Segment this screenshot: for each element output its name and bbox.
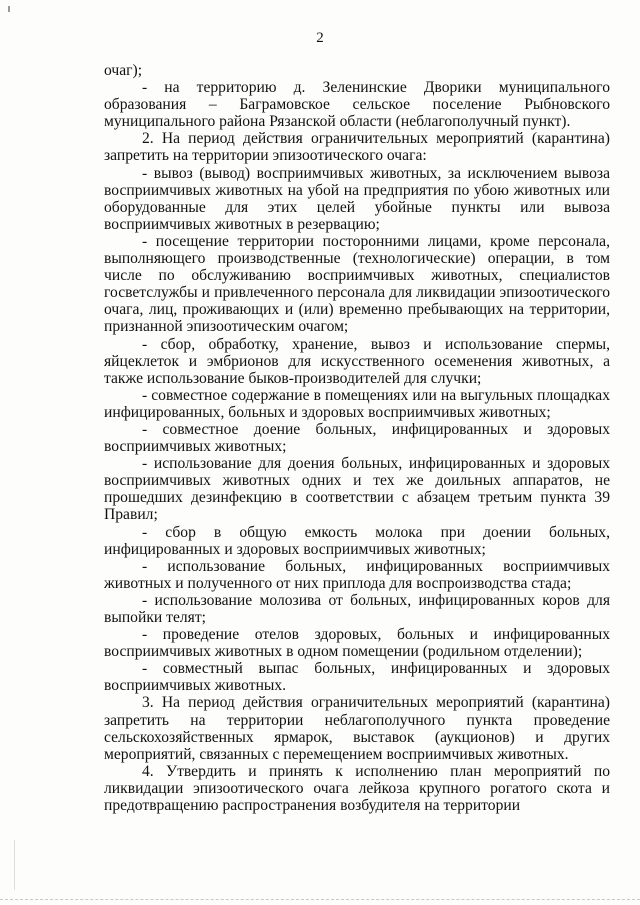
scan-artifact-dashes [0,899,640,901]
paragraph-3: 2. На период действия ограничительных мероприятий (карантина) запретить на территории эпизоотического очага: [104,130,610,165]
scan-artifact-mark [8,6,10,12]
paragraph-11: - использование больных, инфицированных восприимчивых животных и полученного от них приплода для воспроизводства стада; [104,557,610,592]
paragraph-1: очаг); [104,62,143,79]
paragraph-16: 4. Утвердить и принять к исполнению план мероприятий по ликвидации эпизоотического очага лейкоза крупного рогатого скота и предотвращению распространения возбудителя на территории [104,762,610,815]
paragraph-5: - посещение территории посторонними лицами, кроме персонала, выполняющего производственные (технологические) операции, в том числе по обслуживанию восприимчивых животных, специалистов госветслужбы и привлеченного персонала для ликвидации эпизоотического очага, лиц, проживающих и (или) временно пребывающих на территории, признанной эпизоотическим очагом; [104,232,610,336]
paragraph-9: - использование для доения больных, инфицированных и здоровых восприимчивых животных одних и тех же доильных аппаратов, не прошедших дезинфекцию в соответствии с абзацем третьим пункта 39 Правил; [104,455,610,524]
paragraph-6: - сбор, обработку, хранение, вывоз и использование спермы, яйцеклеток и эмбрионов для искусственного осеменения животных, а также использование быков-производителей для случки; [104,335,610,387]
document-body [104,62,610,814]
scan-artifact-edge [14,840,15,890]
paragraph-4: - вывоз (вывод) восприимчивых животных, за исключением вывоза восприимчивых животных на убой на предприятия по убою животных или оборудованные для этих целей убойные пункты или вывоза восприимчивых животных в резервацию; [104,164,610,233]
paragraph-8: - совместное доение больных, инфицированных и здоровых восприимчивых животных; [104,420,610,456]
paragraph-13: - проведение отелов здоровых, больных и инфицированных восприимчивых животных в одном помещении (родильном отделении); [104,626,610,661]
paragraph-15: 3. На период действия ограничительных мероприятий (карантина) запретить на территории неблагополучного пункта проведение сельскохозяйственных ярмарок, выставок (аукционов) и других мероприятий, связанных с перемещением восприимчивых животных. [104,694,610,763]
paragraph-10: - сбор в общую емкость молока при доении больных, инфицированных и здоровых восприимчивых животных; [104,523,610,558]
paragraph-2: - на территорию д. Зеленинские Дворики муниципального образования – Баграмовское сельское поселение Рыбновского муниципального района Рязанской области (неблагополучный пункт). [104,79,610,131]
paragraph-12: - использование молозива от больных, инфицированных коров для выпойки телят; [104,591,610,626]
paragraph-14: - совместный выпас больных, инфицированных и здоровых восприимчивых животных. [104,660,610,695]
paragraph-7: - совместное содержание в помещениях или на выгульных площадках инфицированных, больных и здоровых восприимчивых животных; [104,386,610,421]
page-number: 2 [316,30,324,46]
